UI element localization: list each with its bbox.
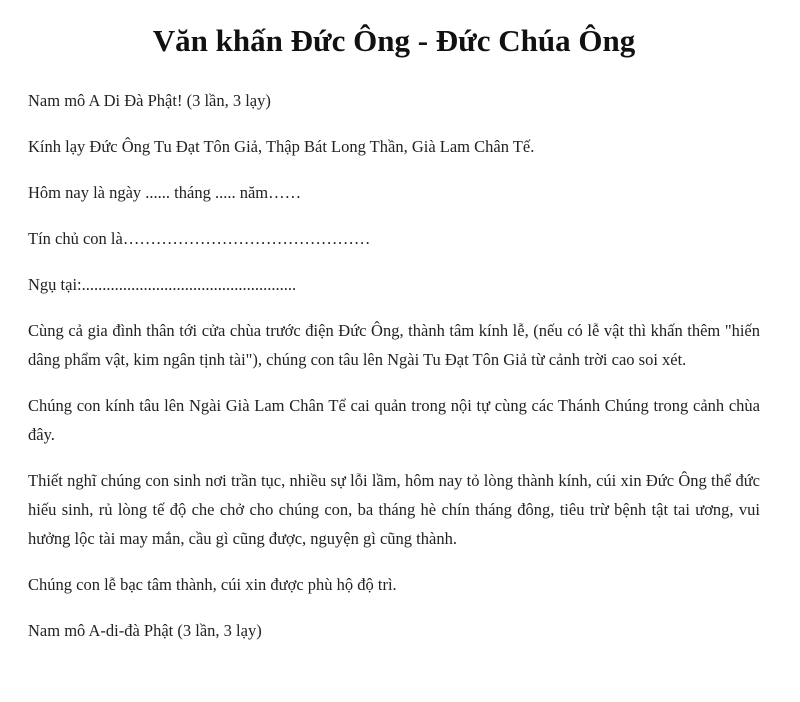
paragraph-address: Ngụ tại:.................................................... — [28, 275, 297, 294]
paragraph-name: Tín chủ con là……………………………………… — [28, 229, 371, 248]
page-title: Văn khấn Đức Ông - Đức Chúa Ông — [152, 23, 636, 58]
paragraph-prayer: Thiết nghĩ chúng con sinh nơi trần tục, nhiều sự lỗi lầm, hôm nay tỏ lòng thành kính, cúi xin Đức Ông thể đức hiếu sinh, rủ lòng tế độ che chở cho chúng con, ba tháng hè chín tháng đông, tiêu trừ bệnh tật tai ương, vui hưởng lộc tài may mắn, cầu gì cũng được, nguyện gì cũng thành. — [28, 471, 760, 548]
paragraph-offering: Cùng cả gia đình thân tới cửa chùa trước điện Đức Ông, thành tâm kính lễ, (nếu có lễ vật thì khấn thêm "hiến dâng phẩm vật, kim ngân tịnh tài"), chúng con tâu lên Ngài Tu Đạt Tôn Giả từ cảnh trời cao soi xét. — [28, 321, 760, 369]
paragraph-petition: Chúng con kính tâu lên Ngài Già Lam Chân Tể cai quản trong nội tự cùng các Thánh Chúng trong cảnh chùa đây. — [28, 396, 760, 444]
paragraph-date: Hôm nay là ngày ...... tháng ..... năm…… — [28, 183, 302, 202]
paragraph-salutation: Kính lạy Đức Ông Tu Đạt Tôn Giả, Thập Bát Long Thần, Già Lam Chân Tế. — [28, 137, 535, 156]
paragraph-final-invocation: Nam mô A-di-đà Phật (3 lần, 3 lạy) — [28, 621, 262, 640]
paragraph-closing: Chúng con lễ bạc tâm thành, cúi xin được phù hộ độ trì. — [28, 575, 397, 594]
paragraph-opening-invocation: Nam mô A Di Đà Phật! (3 lần, 3 lạy) — [28, 91, 271, 110]
